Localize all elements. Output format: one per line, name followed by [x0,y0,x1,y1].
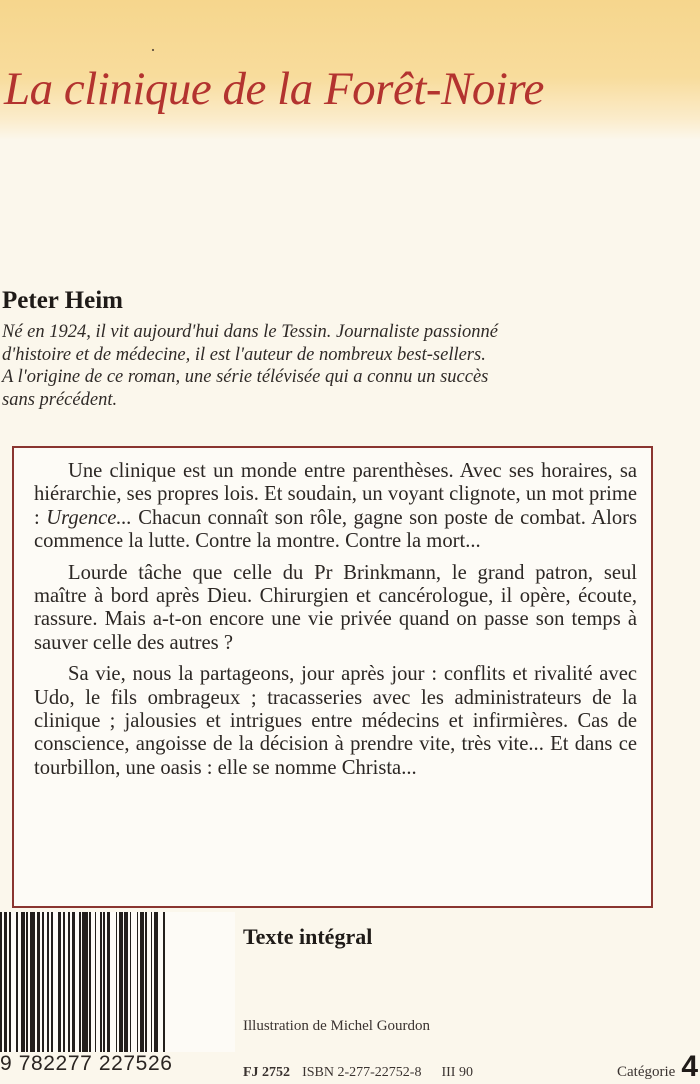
fj-code: FJ 2752 [243,1065,291,1080]
category-label: Catégorie [617,1064,676,1080]
blurb-text: Chacun connaît son rôle, gagne son poste de combat. Alors commence la lutte. Contre la montre. Contre la mort... [34,506,638,553]
barcode-number: 9 782277 227526 [0,1052,173,1075]
author-bio-line: Né en 1924, il vit aujourd'hui dans le Tessin. Journaliste passionné [2,322,498,342]
blurb-emphasis: Urgence... [46,506,132,529]
blurb-paragraph-3: Sa vie, nous la partageons, jour après jour : conflits et rivalité avec Udo, le fils ombrageux ; tracasseries avec les administrateurs de la clinique ; jalousies et intrigues entre médecins et infirmières. Cas de conscience, angoisse de la décision à prendre vite, très vite... Et dans ce tourbillon, une oasis : elle se nomme Christa... [34,663,637,779]
isbn: ISBN 2-277-22752-8 [302,1065,422,1080]
series-title: La clinique de la Forêt-Noire [4,63,544,115]
blurb-paragraph-1 [34,460,637,554]
print-code: III 90 [441,1065,473,1080]
blurb-paragraph-2: Lourde tâche que celle du Pr Brinkmann, le grand patron, seul maître à bord après Dieu. Chirurgien et cancérologue, il opère, écoute, rassure. Mais a-t-on encore une vie privée quand on passe son temps à sauver celle des autres ? [34,561,637,654]
decorative-dot: · [150,40,156,60]
category-number: 4 [681,1050,698,1083]
author-bio-line: sans précédent. [2,389,118,410]
author-bio [2,321,692,411]
author-bio-line: d'histoire et de médecine, il est l'auteur de nombreux best-sellers. [2,344,486,365]
barcode-bar [165,912,167,1052]
illustration-credit: Illustration de Michel Gourdon [243,1018,431,1034]
blurb-box [12,446,653,908]
barcode [0,912,235,1075]
author-block [2,287,692,411]
author-name: Peter Heim [2,287,123,314]
barcode-bars [0,912,235,1052]
footer-line [243,1050,698,1084]
blurb-text: Une clinique est un monde entre parenthèses. Avec ses horaires, sa hiérarchie, ses propres lois. Et soudain, un voyant clignote, un mot prime : [34,460,637,529]
texte-integral-label: Texte intégral [243,924,373,949]
author-bio-line: A l'origine de ce roman, une série télévisée qui a connu un succès [2,367,489,387]
